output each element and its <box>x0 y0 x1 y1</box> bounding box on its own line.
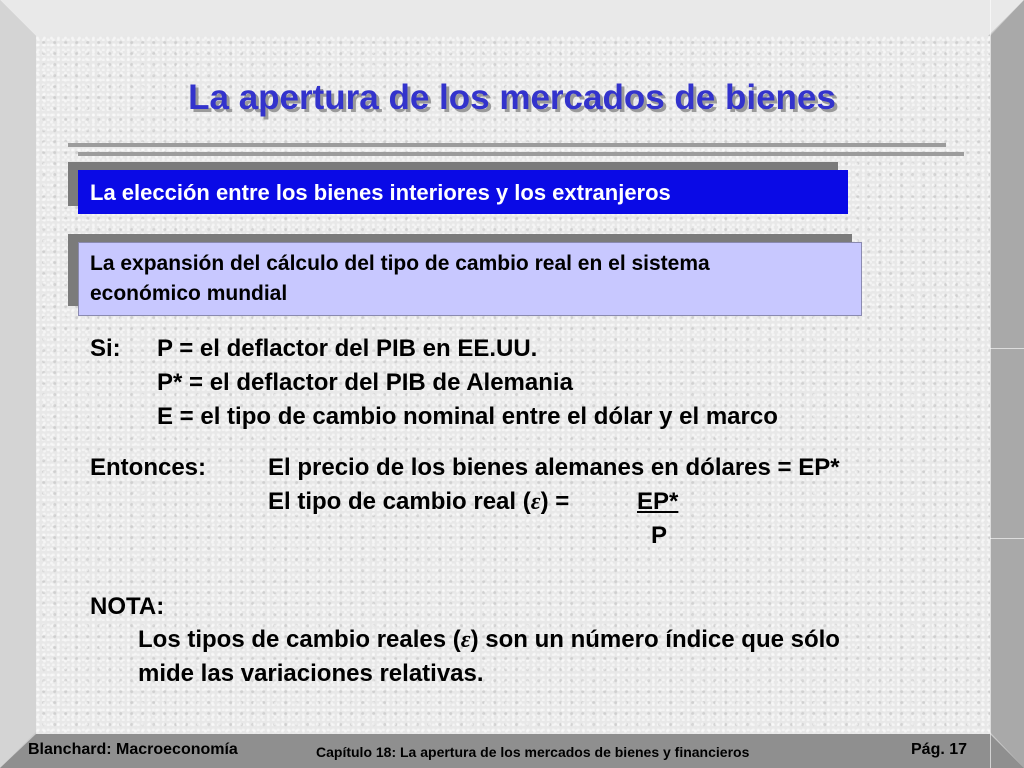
frame-divider <box>990 348 1024 349</box>
price-line: El precio de los bienes alemanes en dólares = EP* <box>268 454 840 481</box>
frame-bevel-top <box>0 0 1024 36</box>
si-label: Si: <box>90 335 121 362</box>
text: Los tipos de cambio reales ( <box>138 626 461 653</box>
footer-chapter: Capítulo 18: La apertura de los mercados de bienes y financieros <box>316 744 750 760</box>
definition-p: P = el deflactor del PIB en EE.UU. <box>157 335 538 362</box>
text: El tipo de cambio real ( <box>268 488 531 515</box>
epsilon-symbol: ε <box>460 627 471 653</box>
nota-line <box>138 626 840 654</box>
definition-pstar: P* = el deflactor del PIB de Alemania <box>157 369 573 396</box>
frame-divider <box>990 538 1024 539</box>
fraction-numerator: EP* <box>637 488 679 515</box>
text: ) son un número índice que sólo <box>470 626 840 653</box>
subheading-line: La expansión del cálculo del tipo de cambio real en el sistema <box>90 252 710 275</box>
nota-label: NOTA: <box>90 593 165 620</box>
title-rule <box>68 143 946 147</box>
slide-title: La apertura de los mercados de bienes <box>188 78 836 117</box>
section-heading-box: La elección entre los bienes interiores y los extranjeros <box>78 170 848 214</box>
nota-line: mide las variaciones relativas. <box>138 660 484 687</box>
entonces-label: Entonces: <box>90 454 207 481</box>
footer-page: Pág. 17 <box>911 741 968 758</box>
footer-author: Blanchard: Macroeconomía <box>28 741 238 758</box>
title-rule <box>78 152 964 156</box>
subheading-line: económico mundial <box>90 282 288 305</box>
real-exchange-rate-line <box>268 488 569 516</box>
definition-e: E = el tipo de cambio nominal entre el dólar y el marco <box>157 403 778 430</box>
fraction-denominator: P <box>651 522 668 549</box>
epsilon-symbol: ε <box>530 489 541 515</box>
text: ) = <box>540 488 570 515</box>
subheading-box <box>78 242 862 316</box>
